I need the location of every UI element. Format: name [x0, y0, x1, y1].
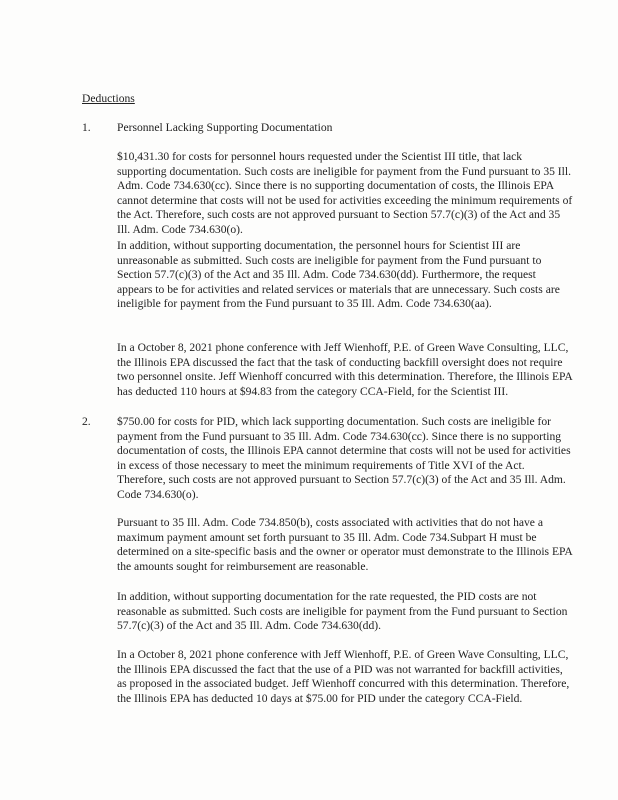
item-number-1: 1.	[82, 121, 91, 134]
item-title-1: Personnel Lacking Supporting Documentation	[117, 121, 333, 134]
item-1-paragraph-3: In a October 8, 2021 phone conference with Jeff Wienhoff, P.E. of Green Wave Consulting, LLC, the Illinois EPA discussed the fact that the task of conducting backfill oversight does not require two personnel onsite. Jeff Wienhoff concurred with this determination. Therefore, the Illinois EPA has deducted 110 hours at $94.83 from the category CCA-Field, for the Scientist III.	[117, 341, 573, 398]
item-number-2: 2.	[82, 415, 91, 428]
section-heading: Deductions	[82, 92, 135, 105]
item-1-paragraph-1: $10,431.30 for costs for personnel hours requested under the Scientist III title, that lack supporting documentation. Such costs are ineligible for payment from the Fund pursuant to 35 Ill. Adm. Code 734.630(cc). Since there is no supporting documentation of costs, the Illinois EPA cannot determine that costs will not be used for activities exceeding the minimum requirements of the Act. Therefore, such costs are not approved pursuant to Section 57.7(c)(3) of the Act and 35 Ill. Adm. Code 734.630(o).	[117, 150, 573, 236]
item-2-paragraph-2: Pursuant to 35 Ill. Adm. Code 734.850(b), costs associated with activities that do not have a maximum payment amount set forth pursuant to 35 Ill. Adm. Code 734.Subpart H must be determined on a site-specific basis and the owner or operator must demonstrate to the Illinois EPA the amounts sought for reimbursement are reasonable.	[117, 516, 573, 573]
item-2-paragraph-4: In a October 8, 2021 phone conference with Jeff Wienhoff, P.E. of Green Wave Consulting, LLC, the Illinois EPA discussed the fact that the use of a PID was not warranted for backfill activities, as proposed in the associated budget. Jeff Wienhoff concurred with this determination. Therefore, the Illinois EPA has deducted 10 days at $75.00 for PID under the category CCA-Field.	[117, 648, 570, 705]
item-2-paragraph-3: In addition, without supporting documentation for the rate requested, the PID costs are not reasonable as submitted. Such costs are ineligible for payment from the Fund pursuant to Section 57.7(c)(3) of the Act and 35 Ill. Adm. Code 734.630(dd).	[117, 590, 568, 633]
item-1-paragraph-2: In addition, without supporting documentation, the personnel hours for Scientist III are unreasonable as submitted. Such costs are ineligible for payment from the Fund pursuant to Section 57.7(c)(3) of the Act and 35 Ill. Adm. Code 734.630(dd). Furthermore, the request appears to be for activities and related services or materials that are unnecessary. Such costs are ineligible for payment from the Fund pursuant to 35 Ill. Adm. Code 734.630(aa).	[117, 239, 560, 311]
item-2-paragraph-1: $750.00 for costs for PID, which lack supporting documentation. Such costs are ineligible for payment from the Fund pursuant to 35 Ill. Adm. Code 734.630(cc). Since there is no supporting documentation of costs, the Illinois EPA cannot determine that costs will not be used for activities in excess of those necessary to meet the minimum requirements of Title XVI of the Act. Therefore, such costs are not approved pursuant to Section 57.7(c)(3) of the Act and 35 Ill. Adm. Code 734.630(o).	[117, 415, 571, 501]
